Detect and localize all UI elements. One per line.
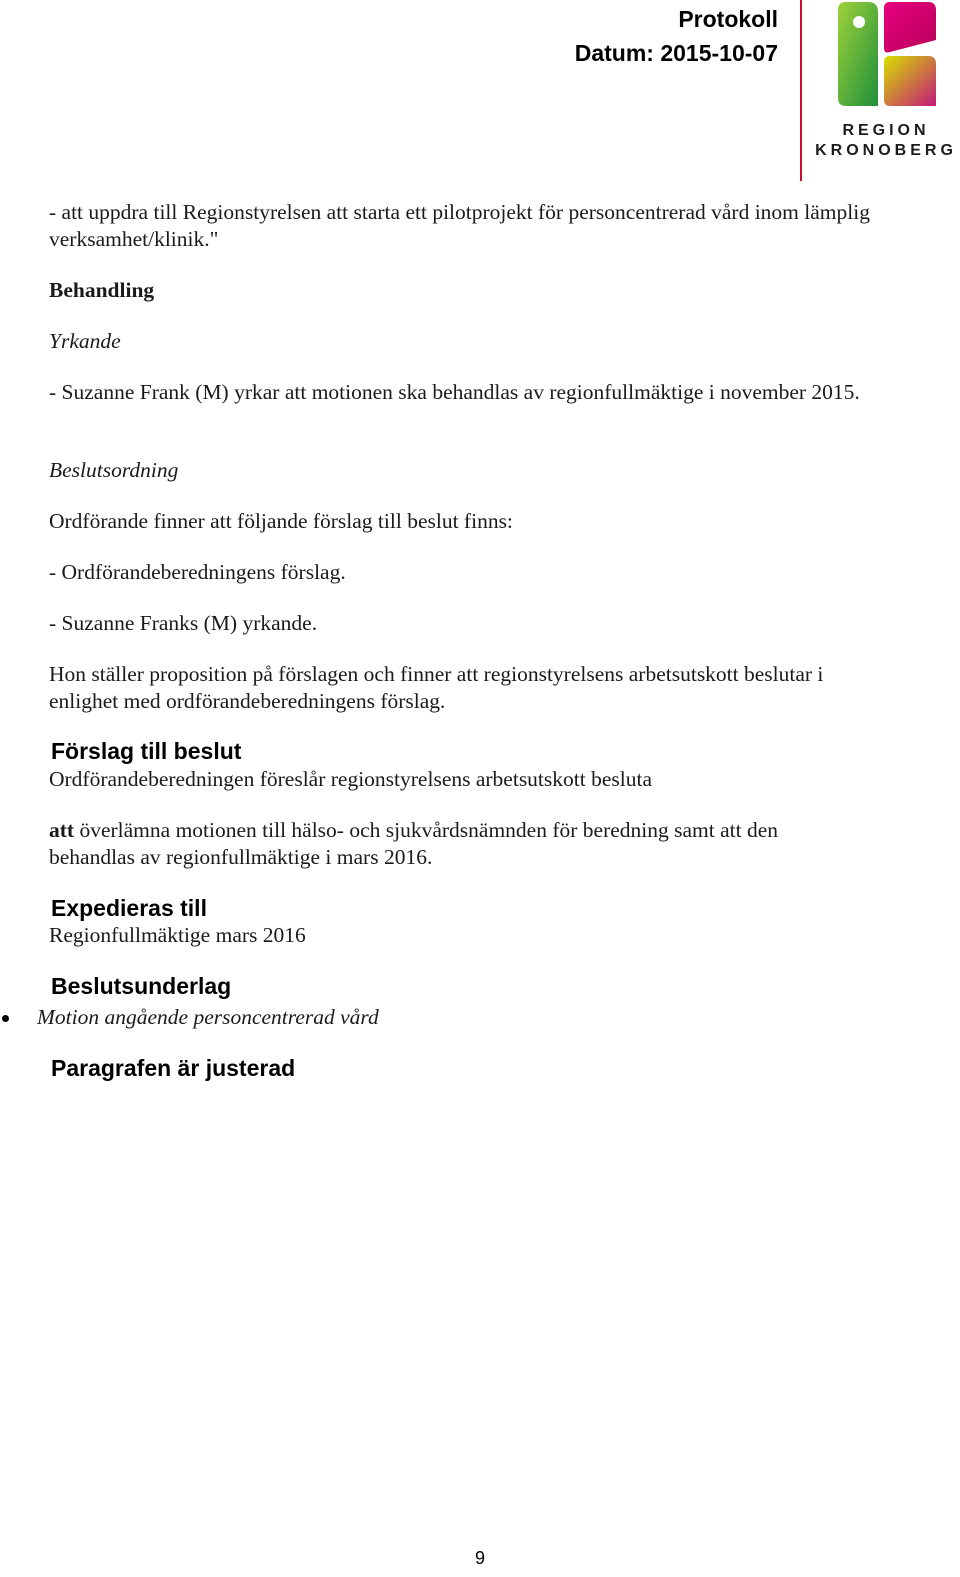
expedieras-heading: Expedieras till xyxy=(51,895,207,921)
behandling-heading: Behandling xyxy=(49,278,155,302)
ordforande-paragraph: Ordförande finner att följande förslag till beslut finns: xyxy=(49,509,513,533)
bullet-icon xyxy=(2,1015,9,1022)
proposition-paragraph: Hon ställer proposition på förslagen och finner att regionstyrelsens arbetsutskott beslutar i enlighet med ordförandeberedningens förslag. xyxy=(49,662,824,713)
proposal-item-1: - Ordförandeberedningens förslag. xyxy=(49,560,346,584)
logo-text-kronoberg: KRONOBERG xyxy=(815,142,957,159)
intro-paragraph: - att uppdra till Regionstyrelsen att starta ett pilotprojekt för personcentrerad vård inom lämplig verksamhet/klinik." xyxy=(49,200,870,251)
paragrafen-heading: Paragrafen är justerad xyxy=(51,1055,296,1081)
att-text: överlämna motionen till hälso- och sjukvårdsnämnden för beredning samt att den behandlas av regionfullmäktige i mars 2016. xyxy=(49,818,779,869)
forslag-heading: Förslag till beslut xyxy=(51,738,242,764)
yrkande-heading: Yrkande xyxy=(49,329,121,353)
proposal-item-2: - Suzanne Franks (M) yrkande. xyxy=(49,611,318,635)
logo-text-region: REGION xyxy=(842,122,930,139)
att-paragraph xyxy=(49,817,859,871)
header-divider xyxy=(800,0,802,181)
beslutsordning-heading: Beslutsordning xyxy=(49,458,179,482)
document-title: Protokoll xyxy=(678,6,778,32)
forslag-paragraph: Ordförandeberedningen föreslår regionstyrelsens arbetsutskott besluta xyxy=(49,767,652,791)
beslutsunderlag-heading: Beslutsunderlag xyxy=(51,973,232,999)
beslutsunderlag-item: Motion angående personcentrerad vård xyxy=(37,1005,379,1029)
att-keyword: att xyxy=(49,818,75,842)
page-number: 9 xyxy=(474,1548,485,1568)
yrkande-paragraph: - Suzanne Frank (M) yrkar att motionen ska behandlas av regionfullmäktige i november 2015. xyxy=(49,380,860,404)
document-date: Datum: 2015-10-07 xyxy=(574,40,778,66)
region-kronoberg-logo-icon xyxy=(838,2,936,106)
expedieras-paragraph: Regionfullmäktige mars 2016 xyxy=(49,923,306,947)
